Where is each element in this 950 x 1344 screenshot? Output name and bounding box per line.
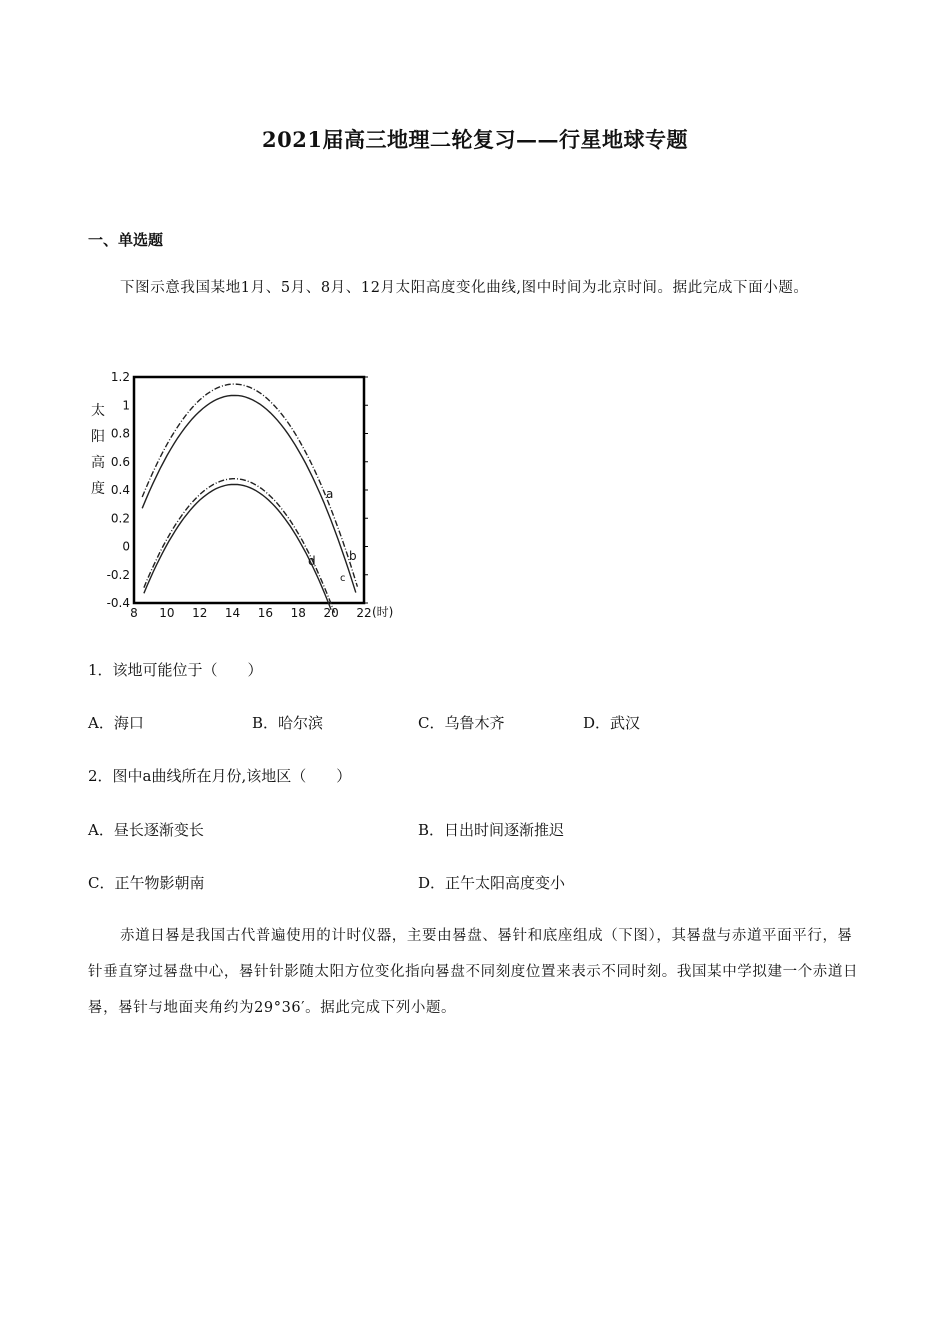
q2-option-b[interactable]: B．日出时间逐渐推迟 — [418, 821, 565, 839]
y-tick-label: 1 — [122, 398, 130, 413]
x-tick-label: 18 — [290, 606, 306, 620]
curve-label-b: b — [349, 549, 357, 563]
curve-a — [142, 395, 356, 592]
x-tick-label: 8 — [130, 606, 138, 620]
y-tick-label: 1.2 — [110, 370, 130, 384]
curve-label-c: c — [340, 573, 346, 584]
y-tick-label: -0.4 — [106, 596, 130, 610]
x-tick-label: 20 — [323, 606, 339, 620]
y-tick-label: 0.6 — [110, 454, 130, 469]
curve-b — [142, 384, 357, 587]
question-1: 1．该地可能位于（ ） — [88, 661, 263, 679]
curve-d — [144, 484, 334, 609]
q2-option-a[interactable]: A．昼长逐渐变长 — [88, 821, 204, 839]
q1-option-b[interactable]: B．哈尔滨 — [252, 714, 324, 732]
intro-text-1: 下图示意我国某地1月、5月、8月、12月太阳高度变化曲线,图中时间为北京时间。据此完成下面小题。 — [120, 280, 809, 296]
x-tick-label: 16 — [257, 606, 274, 620]
x-axis-label: (时) — [372, 605, 394, 619]
y-tick-label: 0.2 — [110, 511, 130, 526]
curve-label-a: a — [326, 487, 334, 501]
curves — [142, 384, 357, 613]
y-label-char: 太 — [91, 403, 105, 419]
x-ticks — [130, 606, 371, 620]
intro-paragraph-2 — [88, 918, 863, 1026]
x-tick-label: 12 — [192, 606, 208, 620]
y-tick-label: 0.8 — [110, 426, 130, 441]
page-title: 2021届高三地理二轮复习——行星地球专题 — [262, 127, 688, 152]
q1-option-c[interactable]: C．乌鲁木齐 — [418, 714, 505, 732]
q1-option-a[interactable]: A．海口 — [88, 714, 144, 732]
y-label-char: 度 — [91, 481, 105, 497]
question-2: 2．图中a曲线所在月份,该地区（ ） — [88, 767, 352, 785]
curve-c — [144, 479, 335, 613]
x-tick-label: 14 — [224, 606, 241, 620]
x-tick-label: 22 — [356, 606, 372, 620]
y-tick-label: 0 — [122, 539, 130, 554]
y-axis-label — [91, 402, 105, 497]
intro-paragraph-1 — [88, 270, 863, 306]
curve-label-d: d — [308, 554, 316, 568]
y-tick-label: -0.2 — [106, 567, 130, 582]
x-tick-label: 10 — [159, 606, 175, 620]
y-tick-label: 0.4 — [110, 483, 130, 497]
sun-altitude-chart — [82, 368, 412, 626]
q2-option-d[interactable]: D．正午太阳高度变小 — [418, 874, 566, 892]
section-heading: 一、单选题 — [88, 231, 164, 249]
intro-text-2: 赤道日晷是我国古代普遍使用的计时仪器，主要由晷盘、晷针和底座组成（下图），其晷盘与赤道平面平行，晷针垂直穿过晷盘中心，晷针针影随太阳方位变化指向晷盘不同刻度位置来表示不同时刻。我国某中学拟建一个赤道日晷，晷针与地面夹角约为29°36′。据此完成下列小题。 — [88, 928, 859, 1016]
y-label-char: 阳 — [91, 429, 105, 445]
q2-option-c[interactable]: C．正午物影朝南 — [88, 874, 205, 892]
q1-option-d[interactable]: D．武汉 — [583, 714, 641, 732]
y-label-char: 高 — [91, 455, 105, 471]
